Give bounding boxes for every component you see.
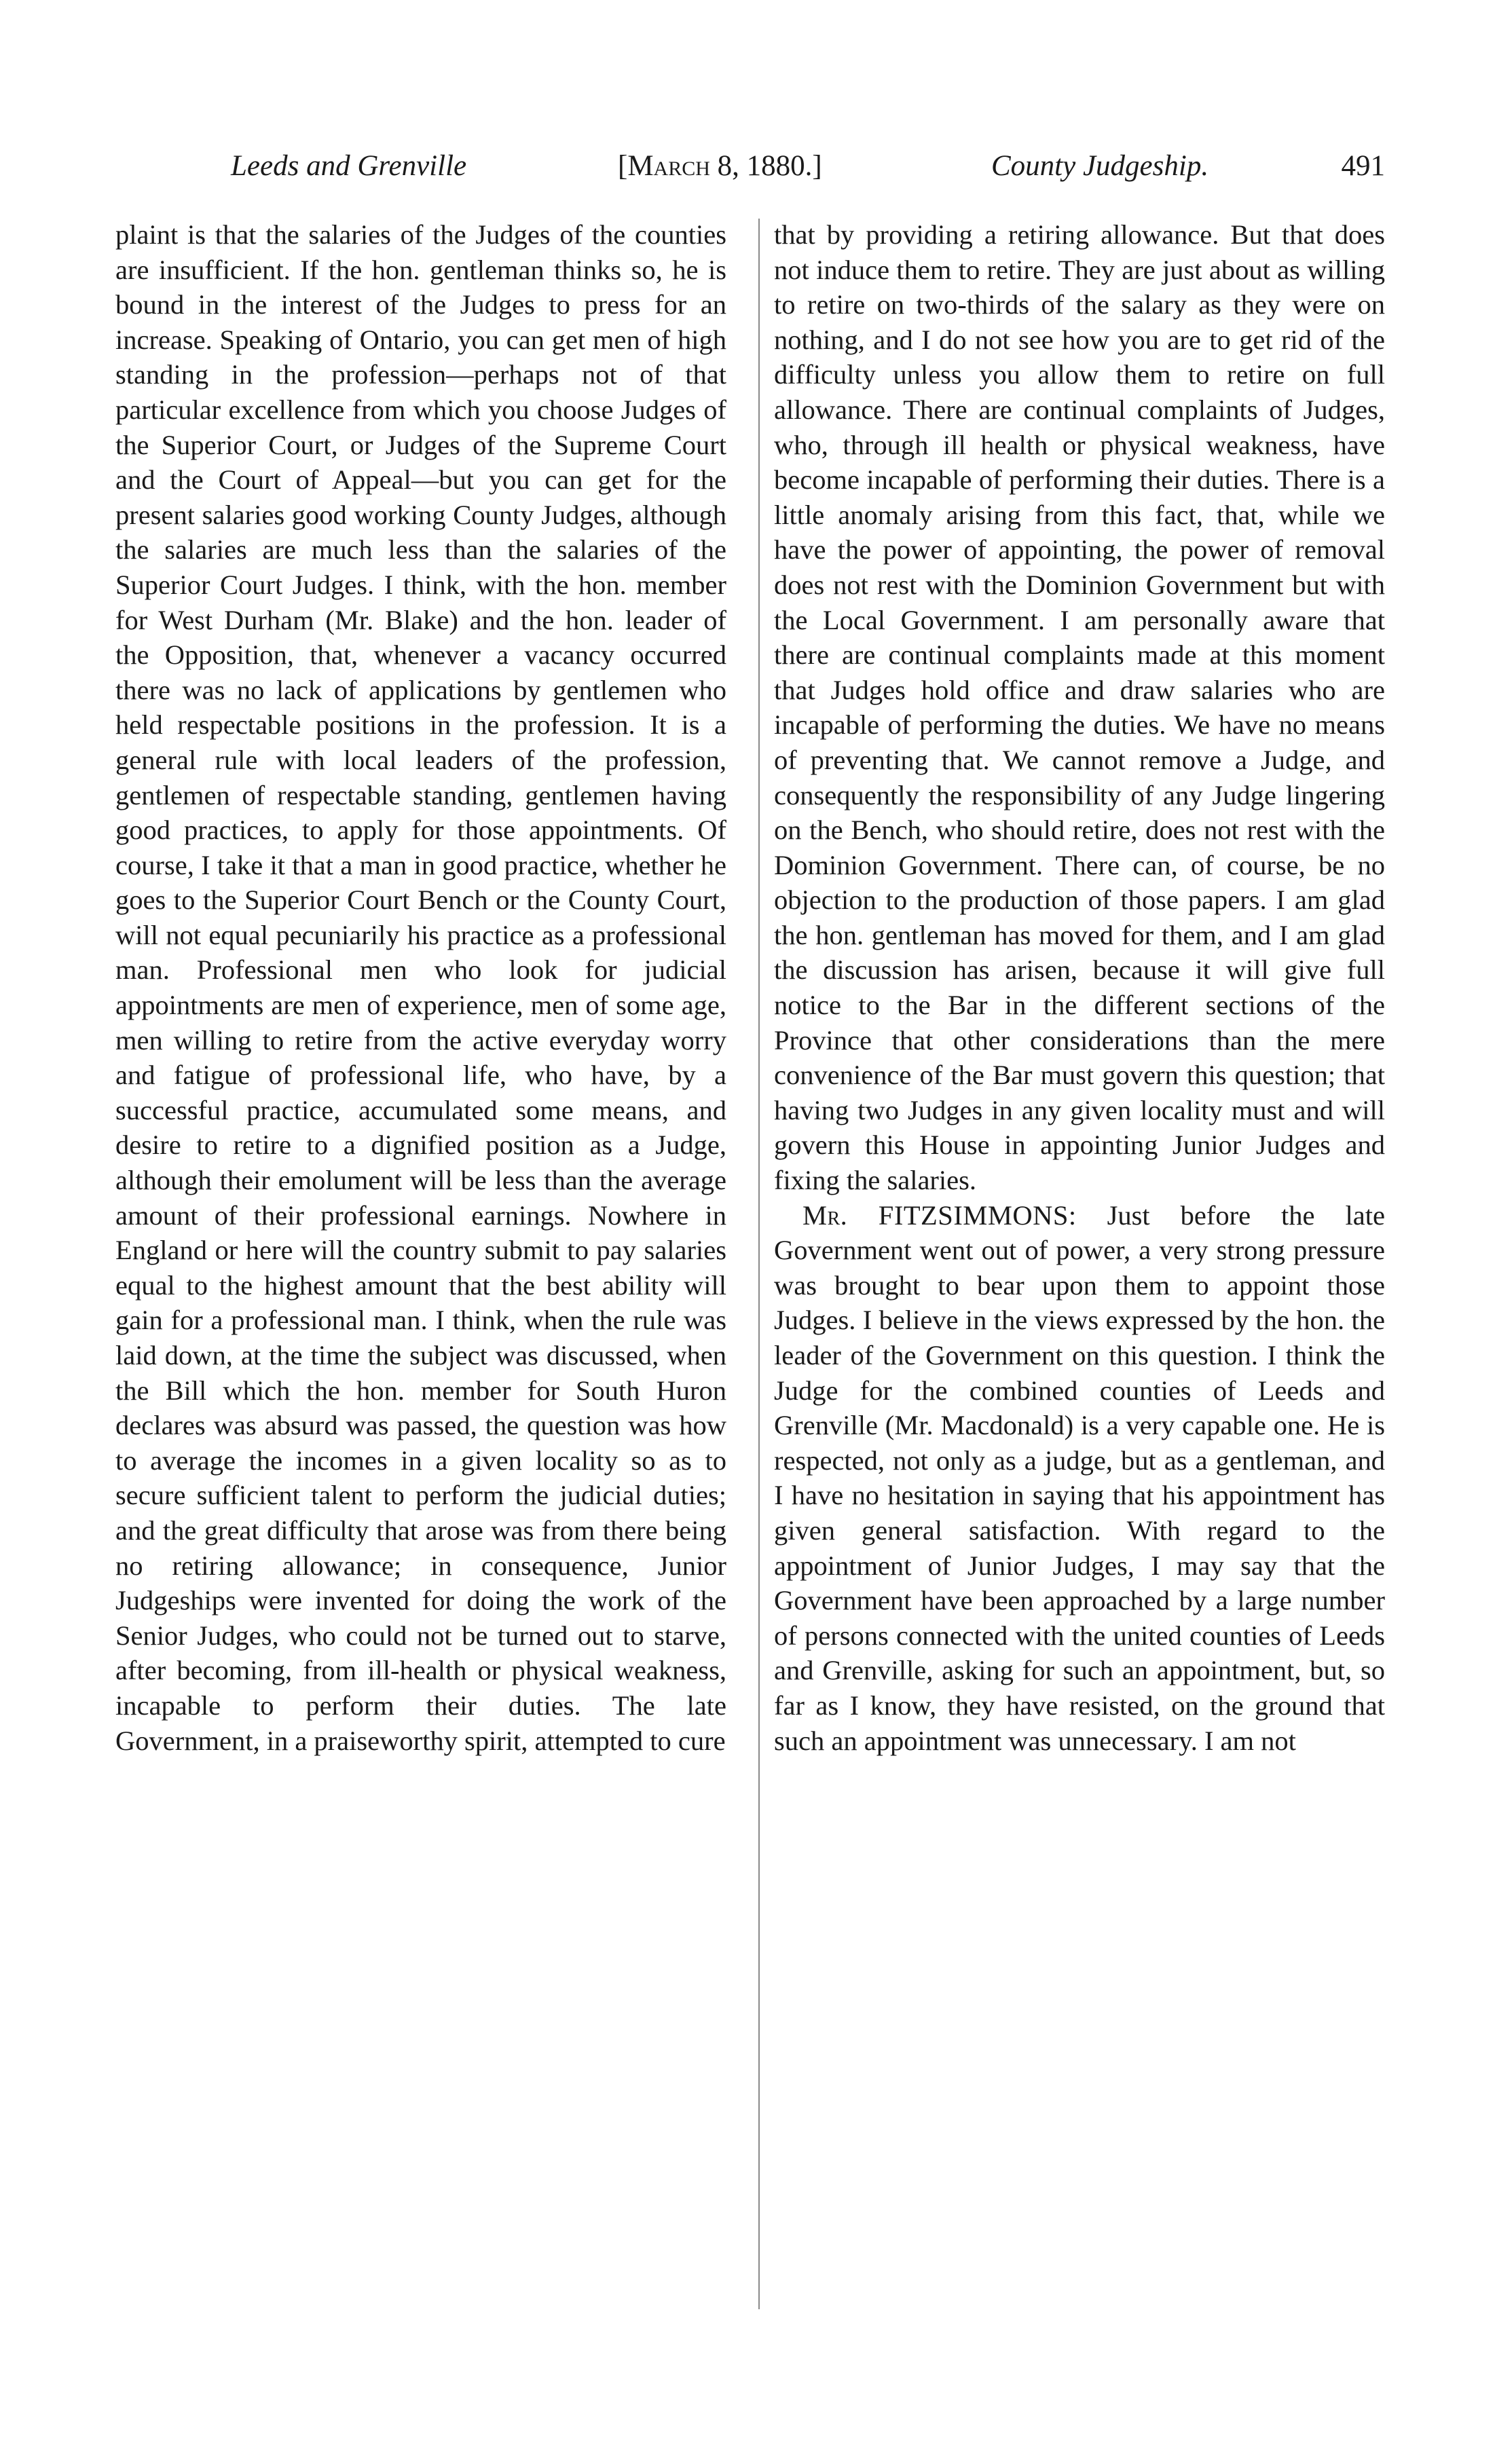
left-paragraph-1: plaint is that the salaries of the Judges of the counties are insufficient. If the hon. gentleman thinks so, he is bound in the interest of the Judges to press for an increase. Speaking of Ontario, you can get men of high standing in the profession—perhaps not of that particular excellence from which you choose Judges of the Superior Court, or Judges of the Supreme Court and the Court of Appeal—but you can get for the present salaries good working County Judges, although the salaries are much less than the salaries of the Superior Court Judges. I think, with the hon. member for West Durham (Mr. Blake) and the hon. leader of the Opposition, that, whenever a vacancy occurred there was no lack of applications by gentlemen who held respectable positions in the profession. It is a general rule with local leaders of the profession, gentlemen of respectable standing, gentlemen having good practices, to apply for those appointments. Of course, I take it that a man in good practice, whether he goes to the Superior Court Bench or the County Court, will not equal pecuniarily his practice as a professional man. Professional men who look for judicial appointments are men of experience, men of some age, men willing to retire from the active everyday worry and fatigue of professional life, who have, by a successful practice, accumulated some means, and desire to retire to a dignified position as a Judge, although their emolument will be less than the average amount of their professional earnings. Nowhere in England or here will the country submit to pay salaries equal to the highest amount that the best ability will gain for a professional man. I think, when the rule was laid down, at the time the subject was discussed, when the Bill which the hon. member for South Huron declares was absurd was passed, the question was how to average the incomes in a given locality so as to secure sufficient talent to perform the judicial duties; and the great difficulty that arose was from there being no retiring allowance; in consequence, Junior Judgeships were invented for doing the work of the Senior Judges, who could not be turned out to starve, after becoming, from ill-health or physical weakness, incapable to perform their duties. The late Government, in a praiseworthy spirit, attempted to cure xyxy=(115,219,726,1756)
right-paragraph-2 xyxy=(774,1198,1385,1759)
left-column xyxy=(115,217,726,1758)
right-paragraph-1: that by providing a retiring allowance. But that does not induce them to retire. They are just about as willing to retire on two-thirds of the salary as they were on nothing, and I do not see how you are to get rid of the difficulty unless you allow them to retire on full allowance. There are continual complaints of Judges, who, through ill health or physical weakness, have become incapable of performing their duties. There is a little anomaly arising from this fact, that, while we have the power of appointing, the power of removal does not rest with the Dominion Government but with the Local Government. I am personally aware that there are continual complaints made at this moment that Judges hold office and draw salaries who are incapable of performing the duties. We have no means of preventing that. We cannot remove a Judge, and consequently the responsibility of any Judge lingering on the Bench, who should retire, does not rest with the Dominion Government. There can, of course, be no objection to the production of those papers. I am glad the hon. gentleman has moved for them, and I am glad the discussion has arisen, because it will give full notice to the Bar in the different sections of the Province that other considerations than the mere convenience of the Bar must govern this question; that having two Judges in any given locality must and will govern this House in appointing Junior Judges and fixing the salaries. xyxy=(774,219,1385,1196)
page-header xyxy=(102,136,1392,197)
header-date-rest: 8, 1880.] xyxy=(709,150,822,182)
header-left-title: Leeds and Grenville xyxy=(231,150,467,182)
column-divider xyxy=(758,219,760,2309)
header-right-title: County Judgeship. xyxy=(991,150,1209,182)
header-date-prefix: [ xyxy=(618,150,628,182)
speaker-name: Mr. FITZSIMMONS: xyxy=(802,1199,1077,1231)
right-paragraph-2-text: Just before the late Government went out of power, a very strong pressure was brought to bear upon them to appoint those Judges. I believe in the views expressed by the hon. the leader of the Government on this question. I think the Judge for the combined counties of Leeds and Grenville (Mr. Macdonald) is a very capable one. He is respected, not only as a judge, but as a gentleman, and I have no hesitation in saying that his appointment has given general satisfaction. With regard to the appointment of Junior Judges, I may say that the Government have been approached by a large number of persons connected with the united counties of Leeds and Grenville, asking for such an appointment, but, so far as I know, they have resisted, on the ground that such an appointment was unnecessary. I am not xyxy=(774,1199,1385,1756)
header-date-month: March xyxy=(627,150,710,182)
header-date xyxy=(618,149,822,183)
right-column xyxy=(774,217,1385,1758)
page-number: 491 xyxy=(1341,150,1385,182)
